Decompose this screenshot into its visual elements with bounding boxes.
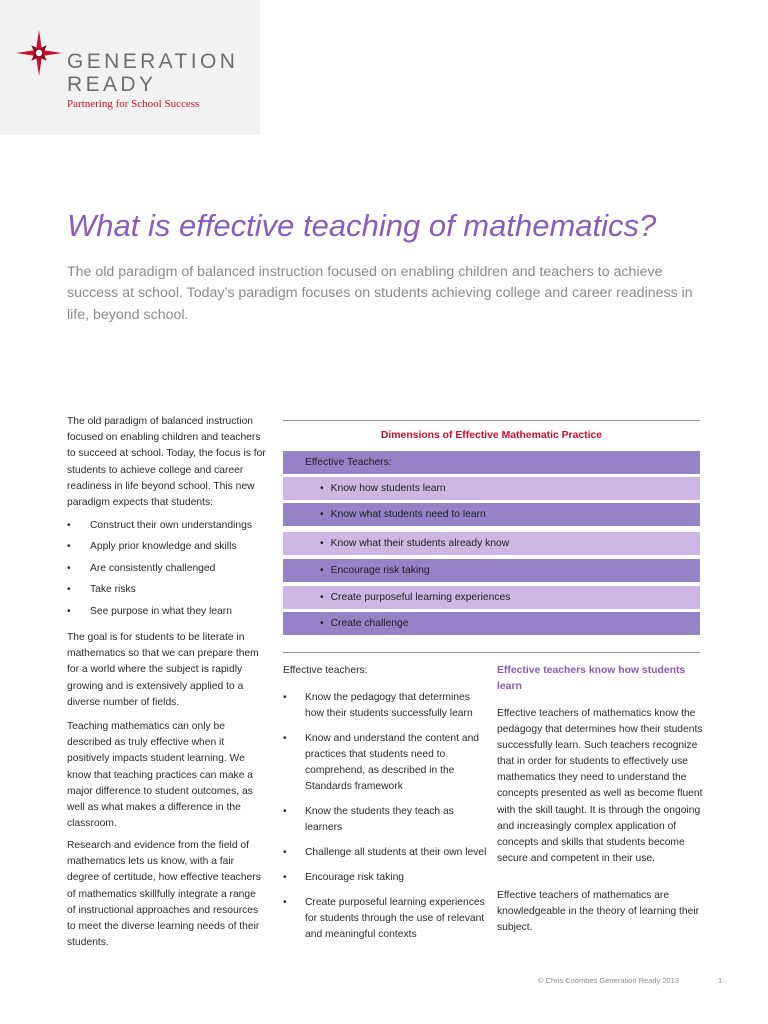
bullet-dot: • <box>67 541 71 553</box>
bullet-dot: • <box>283 872 287 883</box>
compass-star-icon <box>16 30 62 76</box>
right-paragraph-1: Effective teachers of mathematics know the pedagogy that determines how their students successfully learn. Such teachers recognize that in order for students to effectively use mathematics they need to understand the concepts presented as well as become fluent with the skill taught. It is through the ongoing and increasingly complex application of concepts and skills that students become secure and competent in their use. <box>497 708 703 864</box>
right-heading: Effective teachers know how students learn <box>497 665 686 693</box>
divider-top <box>283 420 700 421</box>
middle-bullet-list <box>283 690 488 952</box>
logo-wordmark-line2: READY <box>67 73 157 96</box>
intro-paragraph: The old paradigm of balanced instruction focused on enabling children and teachers to achieve success at school. Today’s paradigm focuses on students achieving college and career readiness in life, beyond school. <box>67 264 693 323</box>
bullet-dot: • <box>67 520 71 531</box>
page-number: 1 <box>718 976 723 985</box>
left-paragraph-1: The old paradigm of balanced instruction focused on enabling children and teachers to succeed at school. Today, the focus is for students to achieve college and career readiness in life beyond school. This new paradigm expects that students: <box>67 416 266 509</box>
bullet-dot: • <box>283 692 287 703</box>
middle-heading: Effective teachers: <box>283 665 368 676</box>
dimensions-row: • Know what their students already know <box>283 532 700 555</box>
list-item: • Encourage risk taking <box>283 870 488 886</box>
dimensions-row: • Know how students learn <box>283 477 700 500</box>
list-item: • Apply prior knowledge and skills <box>67 539 277 560</box>
bullet-dot: • <box>67 605 71 617</box>
dimensions-lead-row: Effective Teachers: <box>283 451 700 474</box>
logo-tagline: Partnering for School Success <box>67 98 200 110</box>
dimensions-row: • Create challenge <box>283 612 700 635</box>
footer-copyright: © Chris Coombes Generation Ready 2013 <box>538 976 680 985</box>
dimensions-title: Dimensions of Effective Mathematic Practice <box>380 430 603 441</box>
bullet-dot: • <box>283 847 287 858</box>
left-paragraph-2: The goal is for students to be literate in mathematics so that we can prepare them for a world where the subject is rapidly growing and is extensively applied to a diverse number of fields. <box>67 632 259 708</box>
list-item: • Create purposeful learning experiences for students through the use of relevant and meaningful contexts <box>283 897 485 940</box>
list-item: • Know and understand the content and practices that students need to comprehend, as described in the Standards framework <box>283 733 480 792</box>
bullet-dot: • <box>67 562 71 574</box>
right-paragraph-2: Effective teachers of mathematics are knowledgeable in the theory of learning their subject. <box>497 890 700 934</box>
dimensions-row: • Create purposeful learning experiences <box>283 586 700 609</box>
left-paragraph-3: Teaching mathematics can only be described as truly effective when it positively impacts student learning. We know that teaching practices can make a major difference to student outcomes, as well as what makes a difference in the classroom. <box>67 721 254 830</box>
dimensions-row: • Know what students need to learn <box>283 503 700 526</box>
dimensions-row: • Encourage risk taking <box>283 559 700 582</box>
bullet-dot: • <box>283 733 287 744</box>
left-paragraph-4: Research and evidence from the field of mathematics lets us know, with a fair degree of certitude, how effective teachers of mathematics skillfully integrate a range of instructional approaches and resources to meet the diverse learning needs of their students. <box>67 840 261 949</box>
bullet-dot: • <box>283 897 287 908</box>
bullet-dot: • <box>67 584 71 596</box>
list-item: • Know the pedagogy that determines how their students successfully learn <box>283 692 473 719</box>
list-item: • Take risks <box>67 582 277 603</box>
divider-bottom <box>283 652 700 653</box>
list-item: • Construct their own understandings <box>67 518 277 539</box>
list-item: • See purpose in what they learn <box>67 604 277 625</box>
list-item: • Know the students they teach as learners <box>283 806 454 833</box>
list-item: • Challenge all students at their own level <box>283 845 488 861</box>
bullet-dot: • <box>283 806 287 817</box>
list-item: • Are consistently challenged <box>67 561 277 582</box>
logo-wordmark-line1: GENERATION <box>67 50 239 73</box>
page-title: What is effective teaching of mathematics? <box>67 208 657 243</box>
left-bullet-list <box>67 518 277 625</box>
